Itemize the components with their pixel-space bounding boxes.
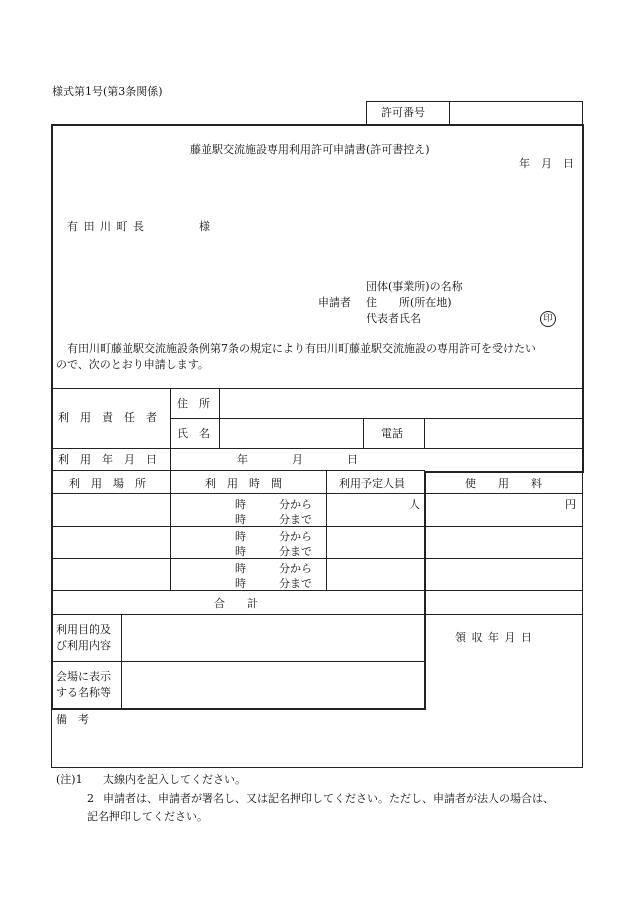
note2-line2: 記名押印してください。: [87, 810, 208, 823]
use-date-value: 年 月 日: [237, 453, 358, 466]
note2-line1: 申請者は、申請者が署名し、又は記名押印してください。ただし、申請者が法人の場合は、: [103, 792, 554, 805]
addressee: 有 田 川 町 長: [67, 220, 145, 233]
time-from-2: 時 分から: [235, 530, 312, 543]
note1-text: 太線内を記入してください。: [103, 773, 246, 786]
time-from-3: 時 分から: [235, 562, 312, 575]
seal-mark: 印: [540, 311, 556, 327]
page-title: 藤並駅交流施設専用利用許可申請書(許可書控え): [190, 143, 430, 156]
purpose-label-1: 利用目的及: [56, 623, 111, 636]
representative-label: 代表者氏名: [366, 312, 421, 325]
address-label: 住 所(所在地): [366, 296, 452, 309]
time-to-2: 時 分まで: [235, 545, 312, 558]
display-name-label-2: する名称等: [56, 686, 111, 699]
col-fee: 使 用 料: [465, 477, 542, 490]
total-label: 合 計: [214, 597, 258, 610]
responsible-name-label: 氏 名: [177, 427, 210, 440]
body-text-line2: ので、次のとおり申請します。: [56, 358, 209, 371]
col-place: 利 用 場 所: [69, 477, 146, 490]
responsible-label: 利 用 責 任 者: [58, 411, 157, 424]
time-to-1: 時 分まで: [235, 513, 312, 526]
receipt-date-label: 領 収 年 月 日: [455, 631, 533, 644]
col-time: 利 用 時 間: [205, 477, 282, 490]
permit-number-label: 許可番号: [381, 106, 425, 119]
responsible-address-label: 住 所: [177, 397, 210, 410]
body-text-line1: 有田川町藤並駅交流施設条例第7条の規定により有田川町藤並駅交流施設の専用許可を受けたい: [67, 342, 536, 355]
fee-unit: 円: [565, 498, 576, 511]
applicant-label: 申請者: [318, 296, 351, 309]
people-unit: 人: [409, 498, 420, 511]
org-name-label: 団体(事業所)の名称: [366, 280, 463, 293]
time-from-1: 時 分から: [235, 498, 312, 511]
time-to-3: 時 分まで: [235, 577, 312, 590]
remarks-label: 備 考: [56, 713, 89, 726]
col-people: 利用予定人員: [339, 477, 405, 490]
date-line: 年 月 日: [519, 157, 574, 170]
use-date-label: 利 用 年 月 日: [58, 453, 157, 466]
display-name-label-1: 会場に表示: [56, 670, 111, 683]
form-number: 様式第1号(第3条関係): [52, 85, 163, 98]
phone-label: 電話: [381, 427, 403, 440]
honorific: 様: [199, 220, 210, 233]
purpose-label-2: び利用内容: [56, 639, 111, 652]
note1-prefix: (注)1: [56, 773, 83, 786]
note2-prefix: 2: [87, 792, 94, 805]
